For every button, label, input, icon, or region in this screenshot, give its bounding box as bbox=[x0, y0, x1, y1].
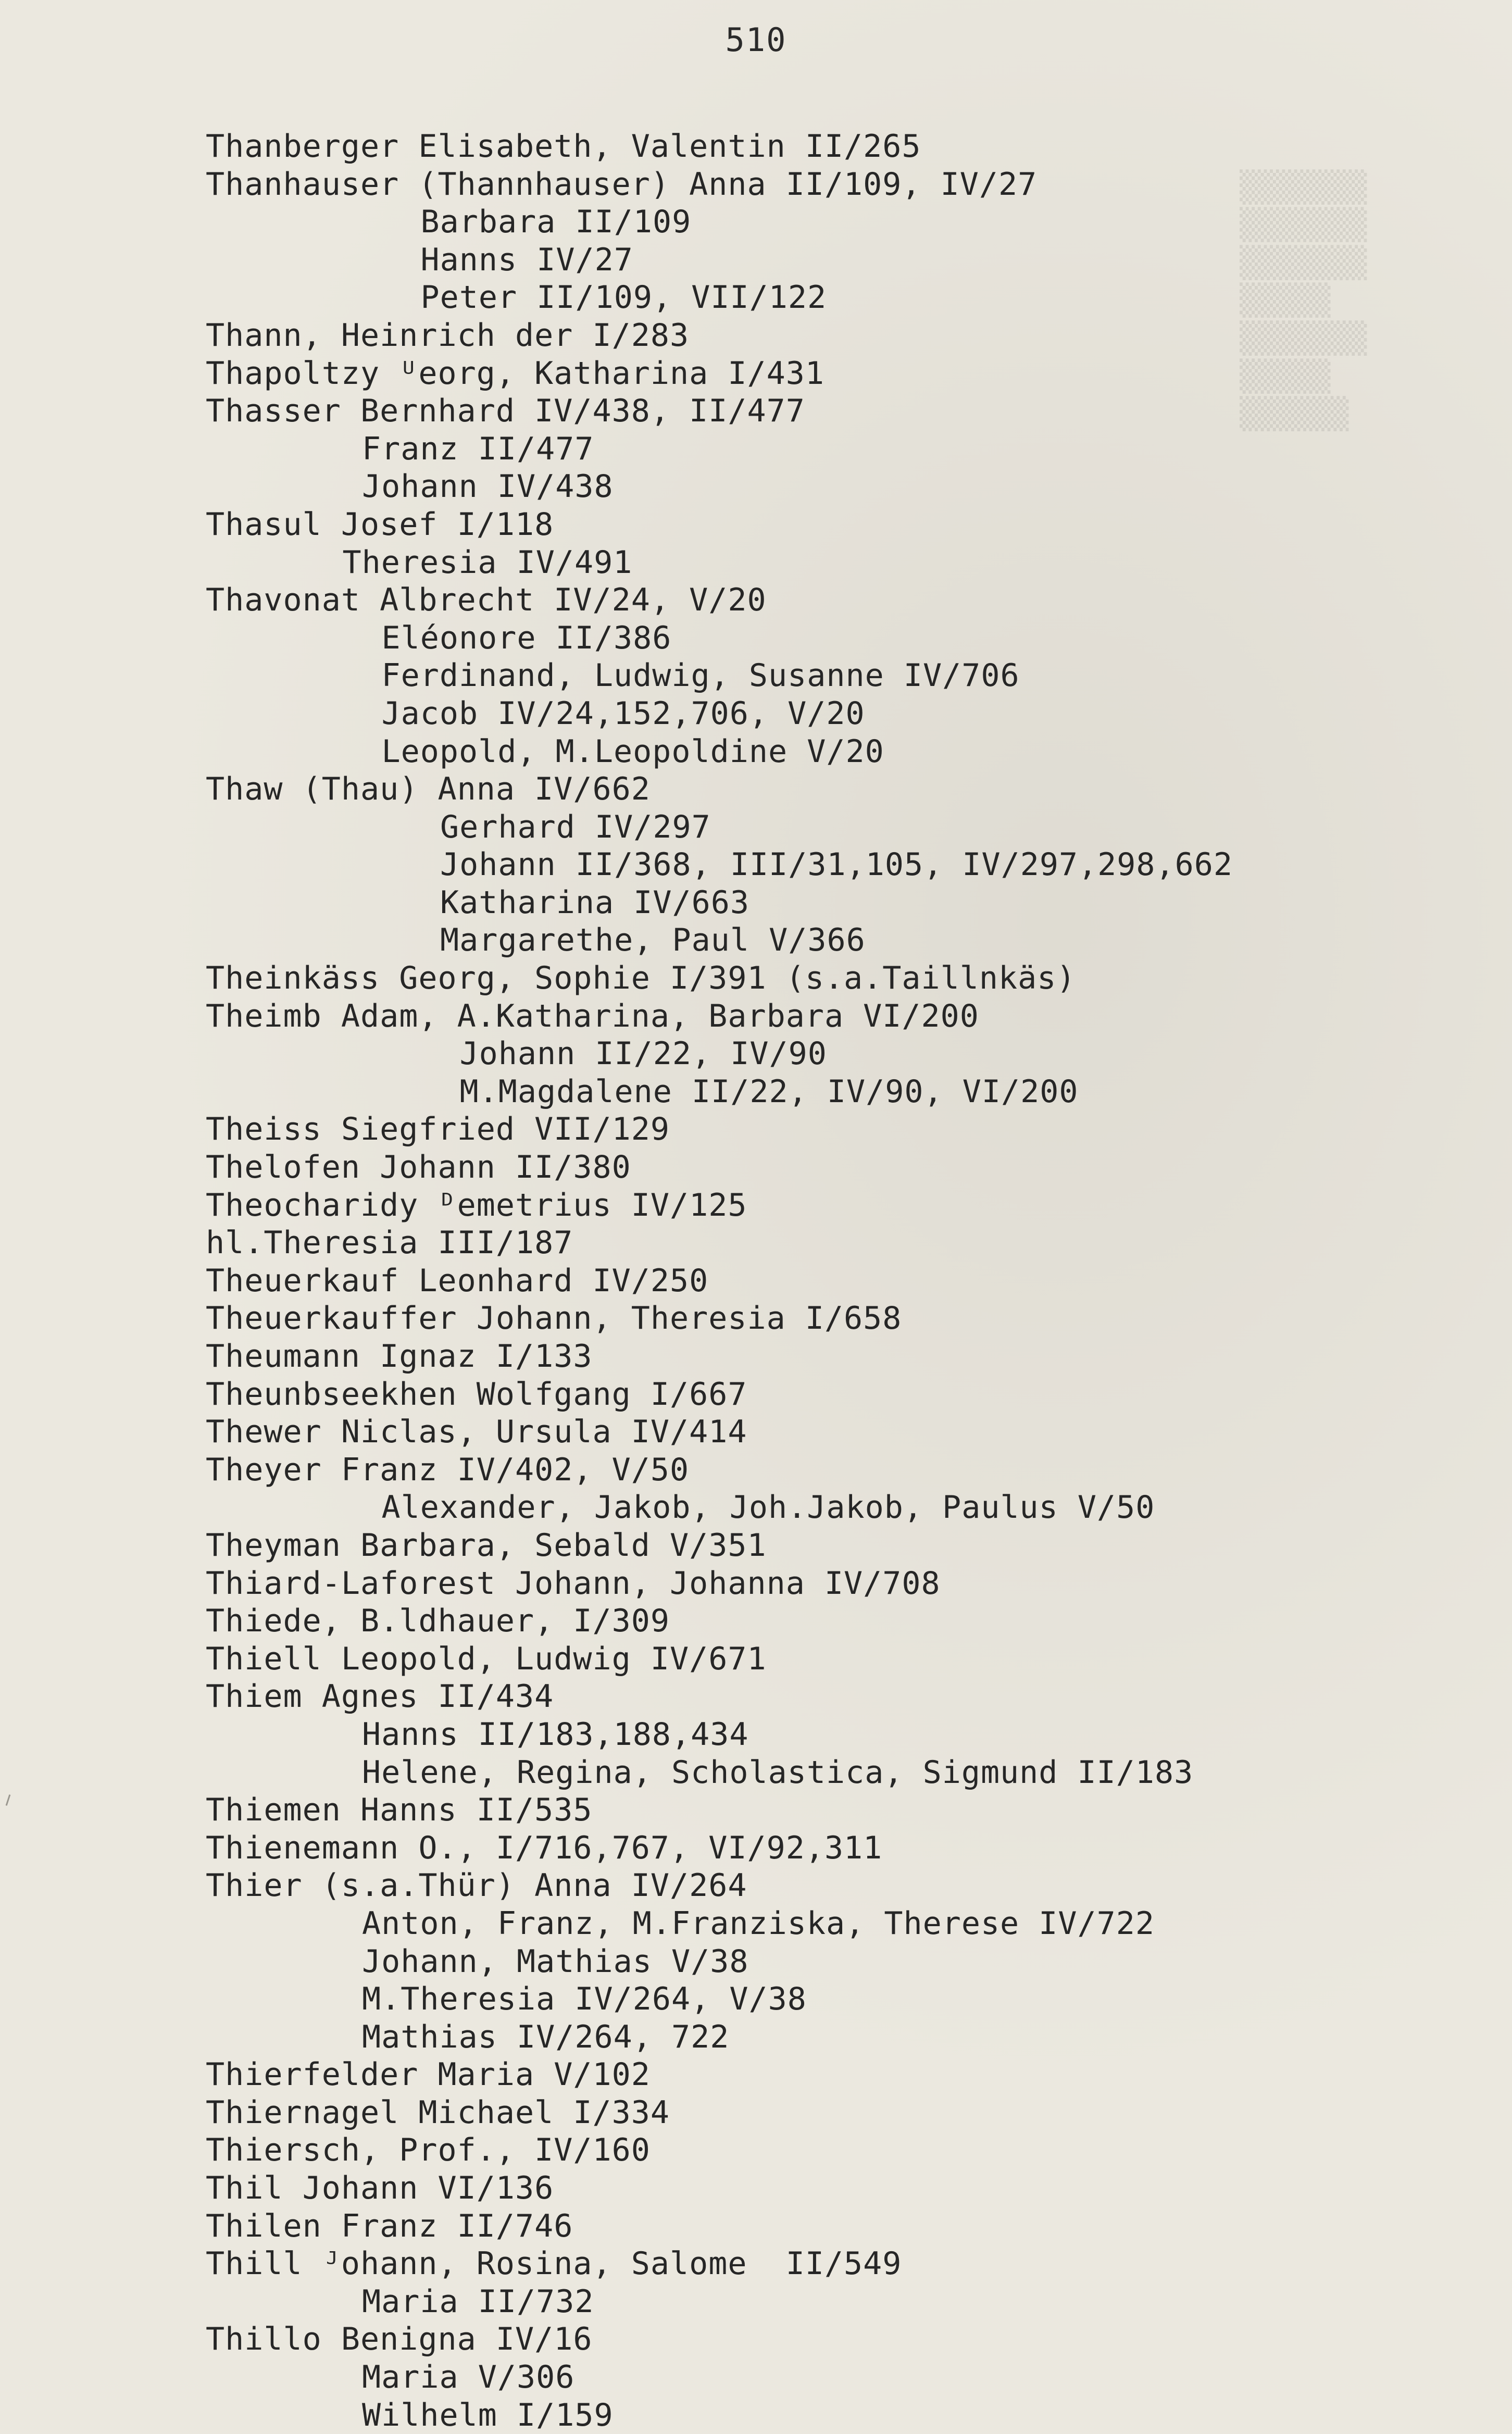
index-entry-subentry: Alexander, Jakob, Joh.Jakob, Paulus V/50 bbox=[381, 1489, 1155, 1526]
index-entry-subentry: Eléonore II/386 bbox=[381, 619, 672, 656]
index-entry-heading: Thasul Josef I/118 bbox=[206, 506, 554, 543]
index-entry-heading: Theocharidy ᴰemetrius IV/125 bbox=[206, 1187, 747, 1224]
index-entry-heading: Thiemen Hanns II/535 bbox=[206, 1792, 593, 1829]
index-entry-heading: Theumann Ignaz I/133 bbox=[206, 1338, 593, 1375]
index-entry-heading: Theuerkauffer Johann, Theresia I/658 bbox=[206, 1300, 902, 1337]
index-entry-heading: Thiem Agnes II/434 bbox=[206, 1678, 554, 1715]
index-entry-heading: Theyer Franz IV/402, V/50 bbox=[206, 1451, 690, 1488]
index-entry-heading: hl.Theresia III/187 bbox=[206, 1225, 573, 1262]
index-entry-subentry: M.Theresia IV/264, V/38 bbox=[362, 1981, 807, 2018]
index-entry-subentry: Katharina IV/663 bbox=[440, 884, 749, 921]
index-entry-heading: Thill ᴶohann, Rosina, Salome II/549 bbox=[206, 2245, 902, 2282]
index-entry-heading: Theiss Siegfried VII/129 bbox=[206, 1111, 670, 1148]
index-entry-subentry: Johann IV/438 bbox=[362, 468, 614, 505]
index-entry-heading: Theinkäss Georg, Sophie I/391 (s.a.Taillnkäs) bbox=[206, 960, 1076, 997]
index-entry-subentry: Peter II/109, VII/122 bbox=[420, 279, 827, 316]
index-entry-subentry: Mathias IV/264, 722 bbox=[362, 2018, 730, 2055]
index-entry-heading: Thanhauser (Thannhauser) Anna II/109, IV/27 bbox=[206, 166, 1038, 203]
index-entry-heading: Thiede, B.ldhauer, I/309 bbox=[206, 1603, 670, 1640]
index-entry-heading: Thewer Niclas, Ursula IV/414 bbox=[206, 1414, 747, 1451]
index-entry-subentry: Jacob IV/24,152,706, V/20 bbox=[381, 695, 865, 732]
index-entry-heading: Thaw (Thau) Anna IV/662 bbox=[206, 771, 651, 808]
index-entry-subentry: Maria II/732 bbox=[362, 2283, 594, 2320]
index-entry-heading: Thiard-Laforest Johann, Johanna IV/708 bbox=[206, 1565, 941, 1602]
reverse-side-bleed-through: ▒▒▒▒▒▒▒ ▒▒▒▒▒▒▒ ▒▒▒▒▒▒▒ ▒▒▒▒▒ ▒▒▒▒▒▒▒ ▒▒▒▒▒ ▒▒▒▒▒▒ bbox=[1240, 169, 1367, 432]
index-entry-heading: Thelofen Johann II/380 bbox=[206, 1149, 631, 1186]
index-entry-heading: Theunbseekhen Wolfgang I/667 bbox=[206, 1376, 747, 1413]
index-entry-subentry: M.Magdalene II/22, IV/90, VI/200 bbox=[459, 1073, 1079, 1110]
index-entry-list bbox=[206, 128, 1404, 2434]
index-entry-heading: Thilen Franz II/746 bbox=[206, 2207, 573, 2244]
index-entry-heading: Theuerkauf Leonhard IV/250 bbox=[206, 1262, 709, 1299]
index-entry-subentry: Johann, Mathias V/38 bbox=[362, 1943, 749, 1980]
index-entry-heading: Thiell Leopold, Ludwig IV/671 bbox=[206, 1640, 767, 1677]
index-entry-subentry: Anton, Franz, M.Franziska, Therese IV/722 bbox=[362, 1905, 1155, 1942]
index-entry-heading: Thil Johann VI/136 bbox=[206, 2170, 554, 2207]
index-entry-heading: Thann, Heinrich der I/283 bbox=[206, 317, 690, 354]
index-entry-subentry: Helene, Regina, Scholastica, Sigmund II/183 bbox=[362, 1754, 1194, 1791]
index-entry-subentry: Johann II/368, III/31,105, IV/297,298,662 bbox=[440, 846, 1233, 883]
index-entry-heading: Thavonat Albrecht IV/24, V/20 bbox=[206, 582, 767, 619]
index-entry-subentry: Gerhard IV/297 bbox=[440, 808, 711, 845]
index-entry-heading: Thierfelder Maria V/102 bbox=[206, 2056, 651, 2093]
index-entry-subentry: Theresia IV/491 bbox=[342, 544, 633, 581]
index-entry-heading: Thillo Benigna IV/16 bbox=[206, 2321, 593, 2358]
index-entry-subentry: Maria V/306 bbox=[362, 2359, 575, 2396]
index-entry-heading: Theyman Barbara, Sebald V/351 bbox=[206, 1527, 767, 1564]
index-entry-heading: Thanberger Elisabeth, Valentin II/265 bbox=[206, 128, 921, 165]
index-entry-subentry: Margarethe, Paul V/366 bbox=[440, 922, 866, 959]
index-entry-subentry: Hanns II/183,188,434 bbox=[362, 1716, 749, 1753]
index-entry-subentry: Wilhelm I/159 bbox=[362, 2396, 614, 2433]
index-entry-heading: Thier (s.a.Thür) Anna IV/264 bbox=[206, 1867, 747, 1904]
index-entry-subentry: Franz II/477 bbox=[362, 430, 594, 467]
index-entry-heading: Thiersch, Prof., IV/160 bbox=[206, 2132, 651, 2169]
index-entry-heading: Thiernagel Michael I/334 bbox=[206, 2094, 670, 2131]
index-entry-heading: Thapoltzy ᵁeorg, Katharina I/431 bbox=[206, 355, 824, 392]
margin-mark bbox=[6, 1794, 11, 1806]
index-entry-heading: Theimb Adam, A.Katharina, Barbara VI/200 bbox=[206, 997, 979, 1034]
index-entry-subentry: Barbara II/109 bbox=[420, 204, 692, 241]
index-entry-heading: Thienemann O., I/716,767, VI/92,311 bbox=[206, 1829, 883, 1866]
index-entry-subentry: Leopold, M.Leopoldine V/20 bbox=[381, 733, 884, 770]
index-entry-subentry: Ferdinand, Ludwig, Susanne IV/706 bbox=[381, 657, 1020, 694]
page-number: 510 bbox=[725, 21, 787, 59]
index-entry-subentry: Johann II/22, IV/90 bbox=[459, 1035, 827, 1072]
index-entry-subentry: Hanns IV/27 bbox=[420, 241, 633, 278]
index-entry-heading: Thasser Bernhard IV/438, II/477 bbox=[206, 393, 805, 430]
